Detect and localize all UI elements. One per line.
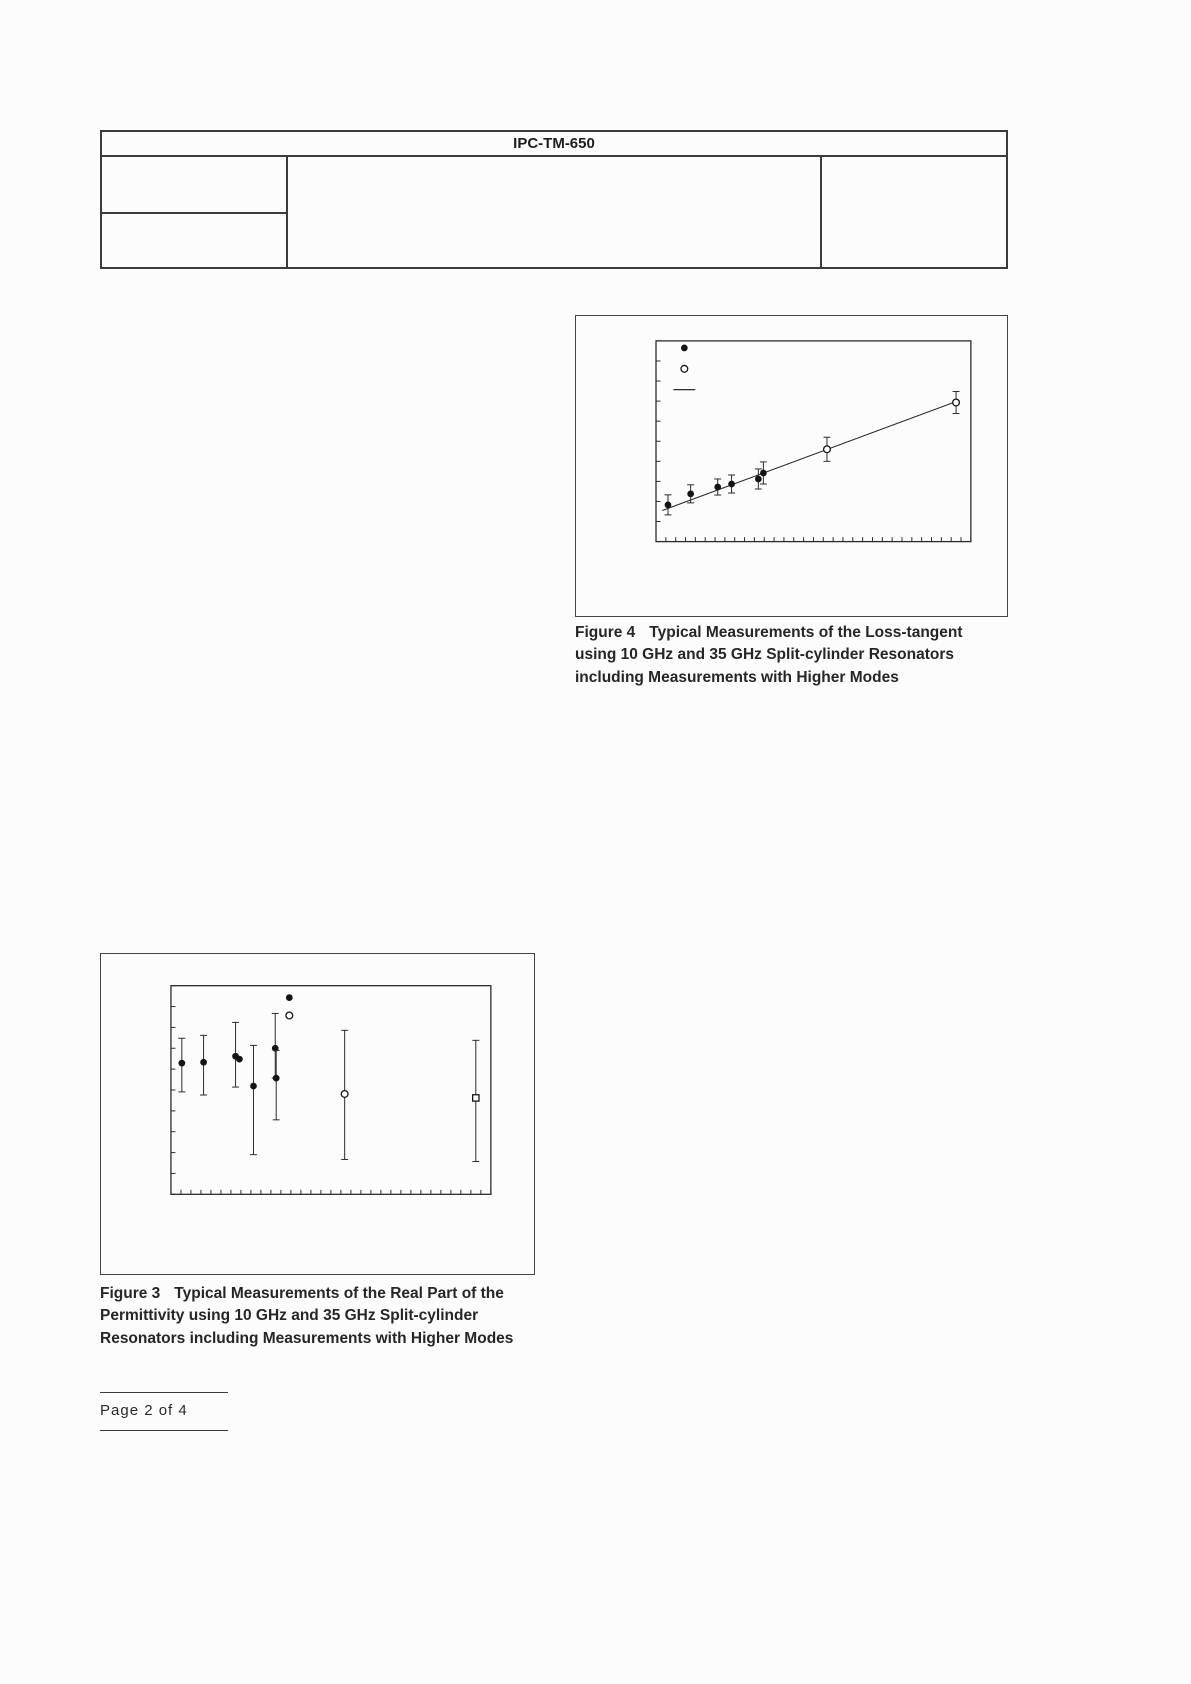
- header-table-left-column: [102, 157, 288, 267]
- header-table-right-cell: [822, 157, 1006, 267]
- figure-4-caption-label: Figure 4: [575, 624, 636, 641]
- figure-3-caption: [100, 1283, 528, 1350]
- figure-3-caption-label: Figure 3: [100, 1285, 161, 1302]
- footer-rule-top: [100, 1392, 228, 1393]
- figure-3: [100, 953, 535, 1275]
- figure-4-chart: [576, 316, 1007, 616]
- header-table-body: [102, 157, 1006, 267]
- figure-4-caption: [575, 622, 979, 689]
- header-table-title-cell: [102, 132, 1006, 157]
- footer-rule-bottom: [100, 1430, 228, 1431]
- figure-4: [575, 315, 1008, 617]
- page-footer: [100, 1392, 228, 1431]
- figure-3-chart: [101, 954, 534, 1274]
- figure-4-caption-text: Typical Measurements of the Loss-tangent using 10 GHz and 35 GHz Split-cylinder Resonators including Measurements with Higher Modes: [575, 624, 963, 686]
- document-number: IPC-TM-650: [513, 135, 595, 152]
- figure-3-caption-text: Typical Measurements of the Real Part of the Permittivity using 10 GHz and 35 GHz Split-cylinder Resonators including Measurements with Higher Modes: [100, 1285, 514, 1347]
- ipc-header-table: [100, 130, 1008, 269]
- header-table-left-bottom-cell: [102, 214, 286, 267]
- page-number: Page 2 of 4: [100, 1402, 188, 1419]
- header-table-middle-cell: [288, 157, 822, 267]
- header-table-left-top-cell: [102, 157, 286, 214]
